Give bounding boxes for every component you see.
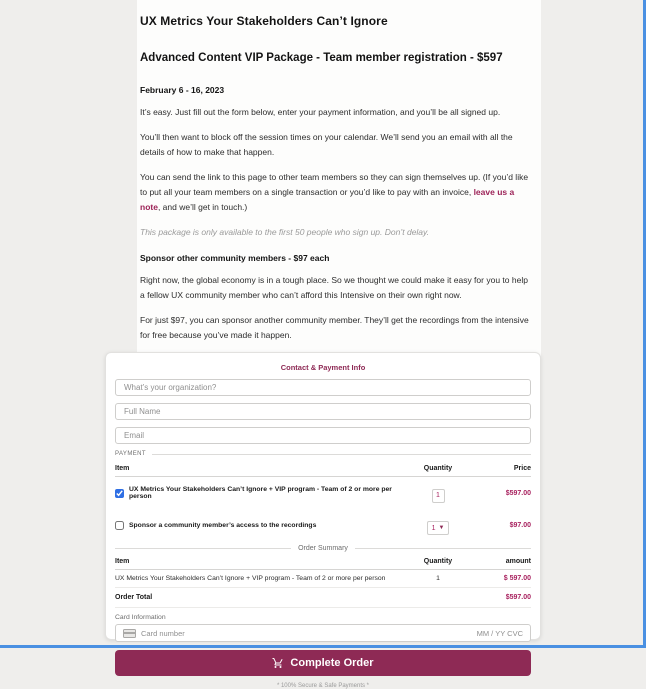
full-name-input[interactable]	[115, 403, 531, 420]
event-description	[140, 14, 532, 383]
card-expiry-cvc-placeholder: MM / YY CVC	[476, 628, 523, 638]
paragraph-calendar: You’ll then want to block off the session times on your calendar. We’ll send you an email with all the details of how to make that happen.	[140, 132, 513, 157]
summary-item-amount: $ 597.00	[503, 575, 531, 582]
vip-price: $597.00	[505, 489, 531, 497]
event-dates: February 6 - 16, 2023	[140, 85, 225, 95]
paragraph-sponsor: For just $97, you can sponsor another community member. They’ll get the recordings from the intensive for free because you’ve made it happen.	[140, 315, 529, 340]
share-link-text-after: , and we’ll get in touch.)	[157, 202, 248, 212]
share-link-text-before: You can send the link to this page to other team members so they can sign themselves up. (If you’d like to put all your team members on a single transaction or you’d like to pay with an invoice,	[140, 172, 529, 197]
summary-amount-header: amount	[505, 558, 531, 565]
sponsor-label: Sponsor a community member’s access to the recordings	[129, 522, 317, 530]
column-quantity-header: Quantity	[423, 465, 453, 472]
sponsor-checkbox[interactable]	[115, 521, 124, 530]
order-total-label: Order Total	[115, 594, 153, 601]
order-total-row	[115, 588, 531, 608]
complete-order-button[interactable]	[115, 650, 531, 676]
paragraph-easy: It’s easy. Just fill out the form below, enter your payment information, and you’ll be all signed up.	[140, 107, 501, 117]
payment-item-row	[115, 477, 531, 510]
vip-package-checkbox[interactable]	[115, 489, 124, 498]
order-summary-divider	[115, 545, 531, 552]
divider-line	[355, 548, 531, 549]
vip-package-label: UX Metrics Your Stakeholders Can’t Ignore + VIP program - Team of 2 or more per person	[129, 486, 392, 501]
summary-row	[115, 570, 531, 588]
credit-card-icon	[123, 629, 136, 638]
card-number-field[interactable]	[115, 624, 531, 642]
leave-us-a-note-link[interactable]: leave us a note	[140, 187, 515, 212]
complete-order-label: Complete Order	[290, 657, 374, 669]
scarcity-note: This package is only available to the first 50 people who sign up. Don’t delay.	[140, 227, 430, 237]
payment-label-text: PAYMENT	[115, 451, 146, 457]
payment-table-header	[115, 459, 531, 477]
column-item-header: Item	[115, 465, 130, 472]
organization-input[interactable]	[115, 379, 531, 396]
card-number-placeholder: Card number	[141, 628, 185, 638]
summary-item-header: Item	[115, 558, 130, 565]
sponsor-quantity-value: 1	[431, 524, 436, 532]
card-information-label: Card Information	[115, 614, 166, 621]
paragraph-economy: Right now, the global economy is in a tough place. So we thought we could make it easy for you to help a fellow UX community member who can’t afford this Intensive on their own right now.	[140, 275, 528, 300]
divider-line	[115, 548, 291, 549]
package-subtitle: Advanced Content VIP Package - Team member registration - $597	[140, 52, 503, 64]
summary-item-name: UX Metrics Your Stakeholders Can’t Ignore + VIP program - Team of 2 or more per person	[115, 575, 386, 582]
cart-icon	[272, 657, 284, 669]
chevron-down-icon: ▼	[438, 525, 445, 531]
payment-item-row	[115, 510, 531, 543]
order-total-amount: $597.00	[505, 594, 531, 601]
order-summary-title: Order Summary	[298, 545, 348, 552]
sponsor-heading: Sponsor other community members - $97 each	[140, 253, 330, 263]
paragraph-share-link	[140, 170, 532, 215]
form-title: Contact & Payment Info	[280, 363, 366, 372]
sponsor-price: $97.00	[509, 522, 531, 530]
summary-item-quantity: 1	[436, 575, 440, 582]
page-title: UX Metrics Your Stakeholders Can’t Ignore	[140, 14, 388, 28]
summary-quantity-header: Quantity	[423, 558, 453, 565]
divider-line	[152, 454, 531, 455]
secure-payments-note: * 100% Secure & Safe Payments *	[276, 683, 370, 689]
checkout-card	[105, 352, 541, 689]
email-input[interactable]	[115, 427, 531, 444]
vip-quantity-input[interactable]: 1	[432, 489, 445, 503]
payment-section-label	[115, 451, 531, 457]
column-price-header: Price	[513, 465, 531, 472]
summary-table-header	[115, 553, 531, 570]
sponsor-quantity-select[interactable]	[427, 521, 450, 535]
